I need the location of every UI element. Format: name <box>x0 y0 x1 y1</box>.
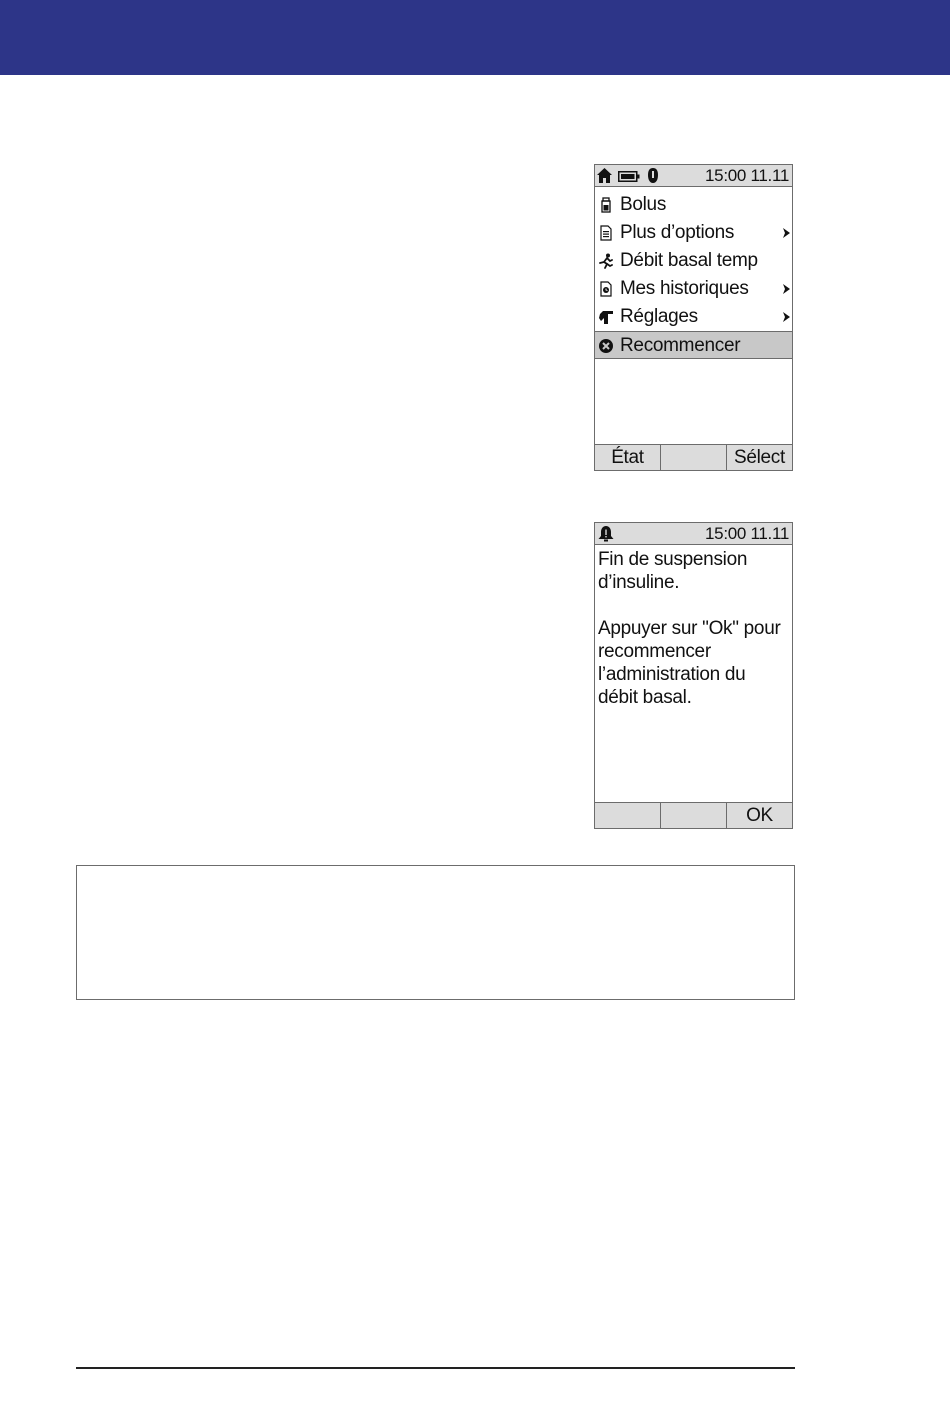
chevron-right-icon <box>782 227 791 239</box>
menu-item-settings[interactable] <box>595 303 792 331</box>
menu-item-label: Réglages <box>620 306 698 327</box>
softkey-bar <box>595 444 792 470</box>
note-box <box>76 865 795 1000</box>
vial-icon <box>598 197 614 213</box>
message-title: Fin de suspension d’insuline. <box>598 549 748 593</box>
chevron-right-icon <box>782 283 791 295</box>
document-icon <box>598 225 614 241</box>
menu-item-label: Débit basal temp <box>620 250 758 271</box>
message-instruction: Appuyer sur "Ok" pour recommencer l’administration du débit basal. <box>598 618 781 708</box>
status-bar <box>595 165 792 187</box>
drop-icon <box>647 167 659 184</box>
menu-item-label: Bolus <box>620 194 667 215</box>
stop-circle-icon <box>598 338 614 354</box>
menu-item-history[interactable] <box>595 275 792 303</box>
runner-icon <box>598 253 614 269</box>
menu-item-more-options[interactable] <box>595 219 792 247</box>
main-menu <box>595 191 792 359</box>
menu-item-label: Recommencer <box>620 335 741 356</box>
status-time: 15:00 11.11 <box>705 166 789 185</box>
header-band <box>0 0 950 75</box>
home-icon <box>596 167 613 184</box>
battery-icon <box>618 171 640 182</box>
wrench-icon <box>598 309 614 325</box>
menu-item-label: Plus d’options <box>620 222 735 243</box>
pump-menu-screen <box>594 164 793 471</box>
softkey-right-ok[interactable]: OK <box>746 805 773 826</box>
softkey-middle[interactable] <box>661 803 727 828</box>
softkey-left-status[interactable]: État <box>595 445 661 470</box>
history-icon <box>598 281 614 297</box>
status-time: 15:00 11.11 <box>705 524 789 543</box>
softkey-right-select[interactable]: Sélect <box>733 447 785 468</box>
softkey-middle[interactable] <box>661 445 727 470</box>
status-bar <box>595 523 792 545</box>
footer-divider <box>76 1367 795 1369</box>
softkey-left[interactable] <box>595 803 661 828</box>
menu-item-label: Mes historiques <box>620 278 749 299</box>
menu-item-temp-basal[interactable] <box>595 247 792 275</box>
softkey-bar <box>595 802 792 828</box>
bell-icon <box>597 525 615 542</box>
pump-message-screen <box>594 522 793 829</box>
message-body <box>595 545 792 709</box>
menu-item-resume[interactable] <box>595 331 792 359</box>
menu-item-bolus[interactable] <box>595 191 792 219</box>
chevron-right-icon <box>782 311 791 323</box>
